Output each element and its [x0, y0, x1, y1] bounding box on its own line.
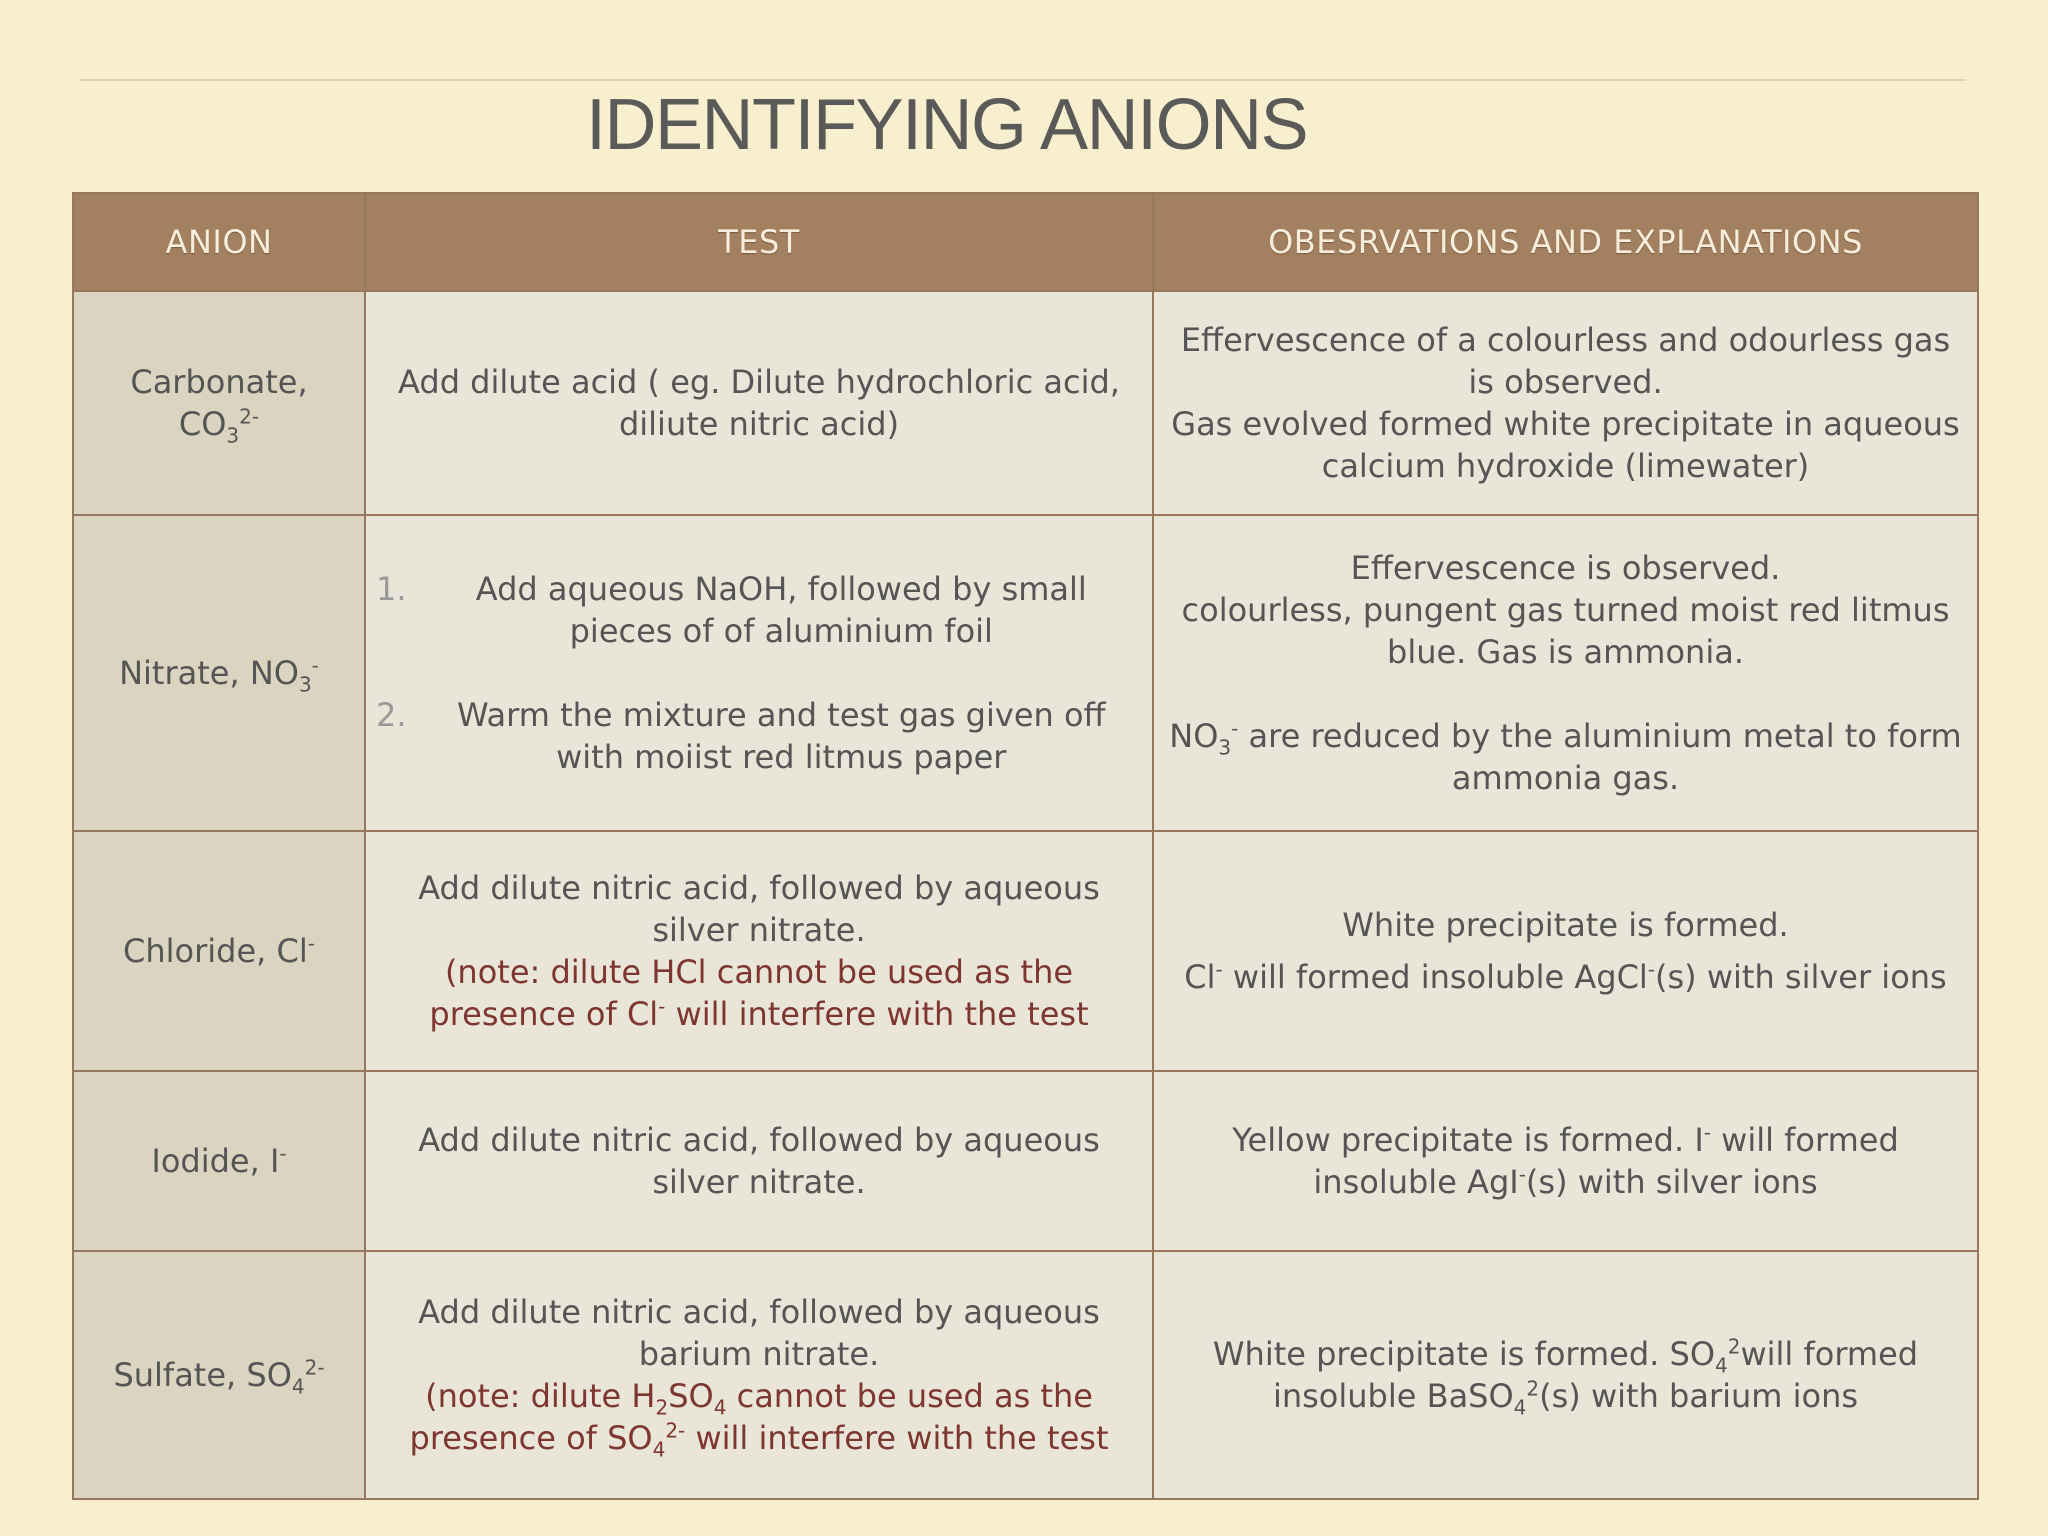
observation-text: Effervescence of a colourless and odourless gas is observed.: [1180, 321, 1951, 401]
note-charge: 2-: [665, 1418, 686, 1443]
observation-text: will formed insoluble BaSO: [1272, 1335, 1919, 1415]
observation-text: (s) with silver ions: [1525, 1163, 1818, 1201]
ion-charge: -: [1518, 1162, 1526, 1187]
anion-name: Nitrate,: [119, 654, 240, 692]
header-observations: OBESRVATIONS AND EXPLANATIONS: [1153, 193, 1978, 291]
observation-text: Effervescence is observed.: [1350, 549, 1781, 587]
table-row-chloride: [73, 831, 1978, 1071]
test-text: Add dilute nitric acid, followed by aqueous silver nitrate.: [418, 869, 1100, 949]
test-note: [409, 1377, 1109, 1462]
anion-cell-iodide: [73, 1071, 365, 1251]
observation-cell-carbonate: [1153, 291, 1978, 515]
ion-charge: 2: [1526, 1376, 1540, 1401]
ion-formula: NO: [1169, 717, 1219, 755]
ion-charge: -: [1231, 716, 1239, 741]
anion-charge: -: [307, 931, 315, 956]
anion-charge: 2-: [304, 1355, 325, 1380]
test-text: Add dilute nitric acid, followed by aqueous barium nitrate.: [418, 1293, 1100, 1373]
step-text: Add aqueous NaOH, followed by small pieces of of aluminium foil: [475, 570, 1087, 650]
test-cell-iodide: [365, 1071, 1153, 1251]
anion-name: Iodide, I: [151, 1142, 280, 1180]
anion-charge: 2-: [239, 404, 260, 429]
observation-text: White precipitate is formed.: [1342, 906, 1789, 944]
observation-text: White precipitate is formed. SO: [1212, 1335, 1715, 1373]
anion-cell-carbonate: [73, 291, 365, 515]
ion-subscript: 3: [1218, 735, 1232, 760]
anion-name: Sulfate, SO: [113, 1356, 292, 1394]
anion-tests-table: [72, 192, 1979, 1500]
anion-formula: CO: [178, 405, 227, 443]
anion-subscript: 3: [298, 672, 312, 697]
table-row-nitrate: [73, 515, 1978, 831]
note-text: (note: dilute H: [425, 1377, 656, 1415]
observation-text: colourless, pungent gas turned moist red litmus blue. Gas is ammonia.: [1181, 591, 1950, 671]
test-note: [429, 953, 1088, 1033]
test-step: [376, 568, 1142, 652]
test-cell-sulfate: [365, 1251, 1153, 1499]
test-text: Add dilute nitric acid, followed by aqueous silver nitrate.: [418, 1121, 1100, 1201]
observation-text: will formed insoluble AgI: [1313, 1121, 1899, 1201]
top-divider: [80, 79, 1966, 81]
step-number: 1.: [376, 570, 407, 608]
observation-cell-nitrate: [1153, 515, 1978, 831]
note-text: SO: [668, 1377, 714, 1415]
anion-subscript: 4: [291, 1374, 305, 1399]
observation-cell-chloride: [1153, 831, 1978, 1071]
anion-charge: -: [311, 653, 319, 678]
test-step: [376, 694, 1142, 778]
observation-text: Gas evolved formed white precipitate in aqueous calcium hydroxide (limewater): [1171, 405, 1960, 485]
note-subscript: 2: [655, 1395, 669, 1420]
ion-subscript: 4: [1715, 1353, 1728, 1378]
observation-cell-iodide: [1153, 1071, 1978, 1251]
anion-cell-nitrate: [73, 515, 365, 831]
step-text: Warm the mixture and test gas given off with moiist red litmus paper: [456, 696, 1106, 776]
ion-charge: -: [1215, 957, 1223, 982]
anion-formula: NO: [249, 654, 299, 692]
observation-text: (s) with barium ions: [1539, 1377, 1859, 1415]
note-subscript: 4: [713, 1395, 727, 1420]
header-test: TEST: [365, 193, 1153, 291]
anion-subscript: 3: [226, 423, 240, 448]
observation-text: are reduced by the aluminium metal to form ammonia gas.: [1238, 717, 1962, 797]
note-text: cannot be used as the presence of SO: [409, 1377, 1093, 1457]
observation-text: (s) with silver ions: [1655, 958, 1947, 996]
note-text: (note: dilute HCl cannot be used as the presence of Cl: [429, 953, 1074, 1033]
step-number: 2.: [376, 696, 407, 734]
observation-cell-sulfate: [1153, 1251, 1978, 1499]
table-row-sulfate: [73, 1251, 1978, 1499]
table-row-iodide: [73, 1071, 1978, 1251]
ion-charge: -: [1703, 1120, 1711, 1145]
ion-charge: 2: [1727, 1334, 1741, 1359]
anion-name: Chloride, Cl: [123, 932, 308, 970]
test-cell-nitrate: [365, 515, 1153, 831]
note-text: will interfere with the test: [685, 1419, 1109, 1457]
note-subscript: 4: [652, 1437, 666, 1462]
anion-name: Carbonate,: [130, 363, 308, 401]
ion-subscript: 4: [1513, 1395, 1527, 1420]
note-charge: -: [658, 994, 666, 1019]
header-anion: ANION: [73, 193, 365, 291]
table-header-row: [73, 193, 1978, 291]
note-text: will interfere with the test: [665, 995, 1089, 1033]
table-row-carbonate: [73, 291, 1978, 515]
anion-cell-chloride: [73, 831, 365, 1071]
test-cell-chloride: [365, 831, 1153, 1071]
test-text: Add dilute acid ( eg. Dilute hydrochloric acid, diliute nitric acid): [398, 363, 1120, 443]
observation-text: Cl: [1184, 958, 1216, 996]
anion-charge: -: [279, 1141, 287, 1166]
anion-cell-sulfate: [73, 1251, 365, 1499]
observation-line: [1164, 956, 1967, 998]
page-title: IDENTIFYING ANIONS: [586, 85, 1308, 165]
test-cell-carbonate: [365, 291, 1153, 515]
observation-text: Yellow precipitate is formed. I: [1232, 1121, 1704, 1159]
ion-charge: -: [1647, 957, 1656, 982]
observation-text: will formed insoluble AgCl: [1222, 958, 1648, 996]
